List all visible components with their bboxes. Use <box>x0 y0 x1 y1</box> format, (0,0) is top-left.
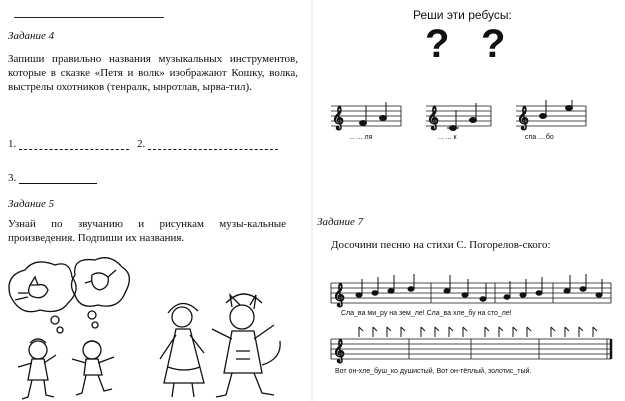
treble-clef-icon: 𝄞 <box>427 107 439 129</box>
left-page <box>0 0 312 401</box>
task4-title: Задание 4 <box>8 30 55 42</box>
treble-clef-icon: 𝄞 <box>332 107 344 129</box>
answer-line-2[interactable] <box>148 139 278 150</box>
task7-title: Задание 7 <box>317 216 364 228</box>
treble-clef-icon: 𝄞 <box>517 107 529 129</box>
task4-text: Запиши правильно названия музыкальных инструментов, которые в сказке «Петя и волк» изображают Кошку, волка, выстрелы охотников (тенралк, ынротлав, ырвa-тил). <box>8 53 298 93</box>
header-rule <box>14 17 164 18</box>
rebus-lyric-3: спа ... бо <box>525 134 554 141</box>
treble-clef-icon: 𝄞 <box>333 284 345 306</box>
answer-field-2[interactable] <box>137 138 278 150</box>
right-page <box>313 0 625 401</box>
cartoon-illustration <box>0 255 300 401</box>
answer-field-2-label: 2. <box>137 138 146 150</box>
task5-title: Задание 5 <box>8 198 55 210</box>
rebus-title: Реши эти ребусы: <box>413 8 512 22</box>
question-mark-icon: ? <box>481 22 506 66</box>
answer-field-3[interactable] <box>8 172 97 184</box>
answer-line-1[interactable] <box>19 139 129 150</box>
task5-text: Узнай по звучанию и рисункам музы-кальные произведения. Подпиши их названия. <box>8 218 286 244</box>
rebus-staves <box>331 100 611 132</box>
song-lyric-1: Сла_ва ми_ру на зем_ле! Сла_ва хле_бу на сто_ле! <box>341 310 512 317</box>
question-mark-icon: ? <box>425 22 450 66</box>
song-staff-1 <box>329 273 613 309</box>
answer-line-3[interactable] <box>19 173 97 184</box>
task7-text: Досочини песню на стихи С. Погорелов-ского: <box>331 239 551 251</box>
answer-field-3-label: 3. <box>8 172 17 184</box>
song-staff-2 <box>329 325 613 365</box>
song-lyric-2: Вот он-хле_буш_ко душистый, Вот он-тёплый, золотис_тый. <box>335 368 532 375</box>
treble-clef-icon: 𝄞 <box>333 340 345 362</box>
rebus-lyric-1: ... ... ля <box>349 134 373 141</box>
answer-field-1[interactable] <box>8 138 129 150</box>
answer-field-1-label: 1. <box>8 138 17 150</box>
rebus-lyric-2: ... ... к <box>438 134 457 141</box>
